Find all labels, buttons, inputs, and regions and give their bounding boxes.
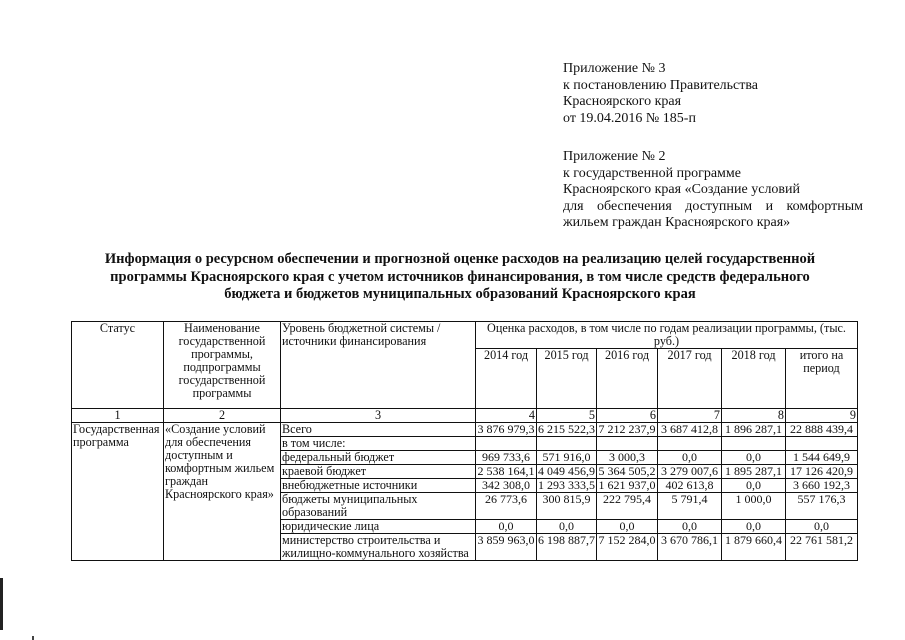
total-cell: 0,0 bbox=[786, 520, 858, 534]
value-cell: 4 049 456,9 bbox=[538, 464, 595, 478]
value-cell: 1 293 333,5 bbox=[538, 478, 595, 492]
value-cell: 0,0 bbox=[722, 520, 786, 534]
value-cell: 6 215 522,3 bbox=[538, 422, 595, 436]
header-row bbox=[72, 322, 858, 349]
budget-level-header: Уровень бюджетной системы / источники финансирования bbox=[281, 322, 476, 409]
appendix-2-line: Приложение № 2 bbox=[563, 149, 666, 164]
title-line: Информация о ресурсном обеспечении и прогнозной оценке расходов на реализацию целей государственной bbox=[104, 251, 816, 267]
total-cell: 557 176,3 bbox=[786, 493, 858, 520]
title-line: программы Красноярского края с учетом источников финансирования, в том числе средств федерального bbox=[110, 268, 810, 285]
value-cell: 222 795,4 bbox=[597, 493, 658, 520]
value-cell: 1 896 287,1 bbox=[722, 423, 786, 437]
year-header: 2018 год bbox=[722, 349, 786, 409]
value-cell: 402 613,8 bbox=[658, 479, 722, 493]
column-number: 3 bbox=[281, 409, 476, 423]
value-cell: 0,0 bbox=[476, 520, 537, 534]
source-cell: министерство строительства и жилищно-коммунального хозяйства bbox=[281, 534, 476, 561]
source-cell: Всего bbox=[281, 423, 476, 437]
value-cell: 3 687 412,8 bbox=[658, 423, 722, 437]
table-row bbox=[72, 423, 858, 437]
appendix-2-line: жильем граждан Красноярского края» bbox=[563, 215, 791, 230]
title-line: бюджета и бюджетов муниципальных образований Красноярского края bbox=[224, 286, 696, 302]
total-cell: 22 888 439,4 bbox=[786, 423, 858, 437]
appendix-2-line: для обеспечения доступным и комфортным bbox=[563, 198, 863, 214]
value-cell bbox=[537, 437, 597, 451]
value-cell: 3 876 979,3 bbox=[477, 422, 535, 436]
value-cell: 3 279 007,6 bbox=[658, 465, 722, 479]
appendix-2-block bbox=[563, 149, 863, 232]
value-cell: 969 733,6 bbox=[476, 451, 537, 465]
total-cell bbox=[786, 437, 858, 451]
column-number-row bbox=[72, 409, 858, 423]
value-cell: 0,0 bbox=[597, 520, 658, 534]
total-cell: 22 761 581,2 bbox=[786, 534, 858, 561]
value-cell: 0,0 bbox=[658, 451, 722, 465]
document-title bbox=[70, 251, 850, 304]
year-header: 2017 год bbox=[658, 349, 722, 409]
appendix-3-line: к постановлению Правительства bbox=[563, 77, 759, 93]
value-cell: 1 000,0 bbox=[722, 493, 786, 520]
column-number: 9 bbox=[786, 409, 858, 423]
value-cell: 0,0 bbox=[722, 479, 786, 493]
status-cell: Государственная программа bbox=[72, 423, 164, 561]
column-number: 6 bbox=[597, 409, 658, 423]
value-cell: 5 364 505,2 bbox=[598, 464, 656, 478]
value-cell: 1 895 287,1 bbox=[722, 465, 786, 479]
budget-table bbox=[71, 321, 858, 561]
source-cell: в том числе: bbox=[281, 437, 476, 451]
value-cell: 0,0 bbox=[722, 451, 786, 465]
appendix-2-line: к государственной программе bbox=[563, 165, 741, 181]
value-cell: 0,0 bbox=[537, 520, 597, 534]
value-cell: 3 670 786,1 bbox=[658, 534, 722, 561]
total-cell: 17 126 420,9 bbox=[786, 465, 858, 479]
value-cell: 7 212 237,9 bbox=[598, 422, 656, 436]
year-header: 2016 год bbox=[597, 349, 658, 409]
appendix-3-line: Приложение № 3 bbox=[563, 61, 666, 76]
year-header: 2015 год bbox=[537, 349, 597, 409]
total-cell: 1 544 649,9 bbox=[786, 451, 858, 465]
program-name-cell: «Создание условий для обеспечения доступным и комфортным жильем граждан Красноярского края» bbox=[164, 423, 281, 561]
source-cell: федеральный бюджет bbox=[281, 451, 476, 465]
total-cell: 3 660 192,3 bbox=[786, 479, 858, 493]
value-cell: 571 916,0 bbox=[537, 451, 597, 465]
value-cell: 2 538 164,1 bbox=[477, 464, 535, 478]
value-cell: 1 621 937,0 bbox=[598, 478, 656, 492]
value-cell: 5 791,4 bbox=[658, 493, 722, 520]
year-header: 2014 год bbox=[476, 349, 537, 409]
source-cell: краевой бюджет bbox=[281, 465, 476, 479]
value-cell: 342 308,0 bbox=[476, 479, 537, 493]
value-cell: 1 879 660,4 bbox=[722, 534, 786, 561]
value-cell: 0,0 bbox=[658, 520, 722, 534]
value-cell: 300 815,9 bbox=[537, 493, 597, 520]
status-header: Статус bbox=[72, 322, 164, 409]
appendix-3-block bbox=[563, 61, 863, 127]
scan-edge-mark bbox=[32, 636, 34, 640]
appendix-3-line: от 19.04.2016 № 185-п bbox=[563, 110, 696, 126]
value-cell: 3 000,3 bbox=[597, 451, 658, 465]
value-cell: 6 198 887,7 bbox=[537, 534, 597, 561]
column-number: 8 bbox=[722, 409, 786, 423]
value-cell: 3 859 963,0 bbox=[476, 534, 537, 561]
value-cell bbox=[476, 437, 537, 451]
appendix-3-line: Красноярского края bbox=[563, 94, 682, 109]
source-cell: юридические лица bbox=[281, 520, 476, 534]
column-number: 5 bbox=[537, 409, 597, 423]
column-number: 1 bbox=[72, 409, 164, 423]
column-number: 7 bbox=[658, 409, 722, 423]
appendix-2-line: Красноярского края «Создание условий bbox=[563, 182, 801, 197]
value-cell: 7 152 284,0 bbox=[597, 534, 658, 561]
value-cell bbox=[722, 437, 786, 451]
scan-edge-mark bbox=[0, 578, 3, 630]
total-header: итого на период bbox=[786, 349, 858, 409]
source-cell: внебюджетные источники bbox=[281, 479, 476, 493]
column-number: 2 bbox=[164, 409, 281, 423]
value-cell: 26 773,6 bbox=[476, 493, 537, 520]
value-cell bbox=[597, 437, 658, 451]
value-cell bbox=[658, 437, 722, 451]
estimate-header: Оценка расходов, в том числе по годам реализации программы, (тыс. руб.) bbox=[476, 322, 858, 349]
column-number: 4 bbox=[476, 409, 537, 423]
program-name-header: Наименование государственной программы, подпрограммы государственной программы bbox=[164, 322, 281, 409]
source-cell: бюджеты муниципальных образований bbox=[281, 493, 476, 520]
